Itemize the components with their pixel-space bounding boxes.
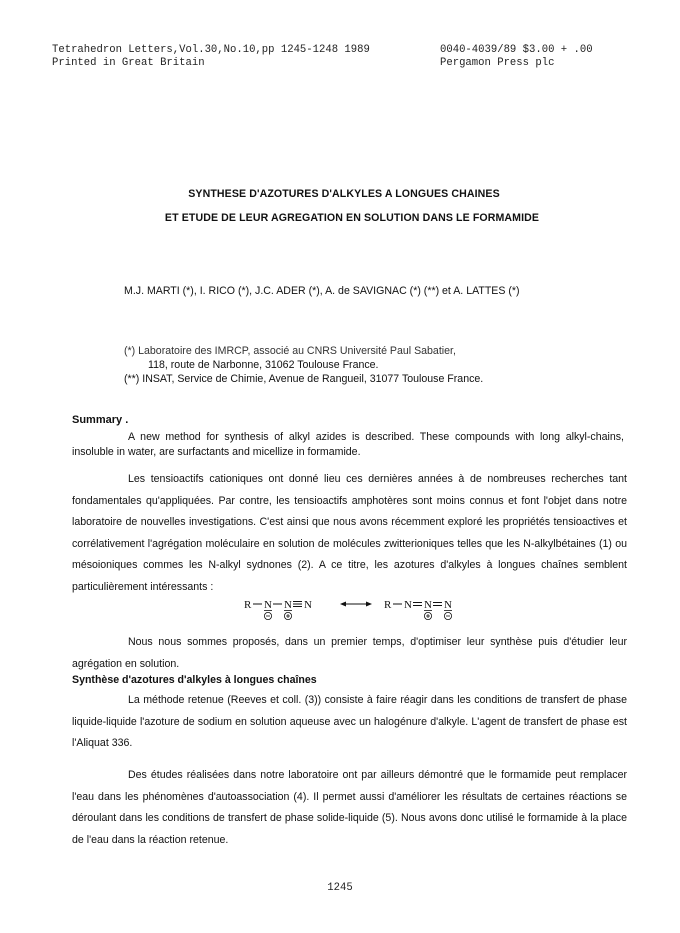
method-paragraph: La méthode retenue (Reeves et coll. (3)) consiste à faire réagir dans les conditions de transfert de phase liquide-liquide l'azoture de sodium en solution aqueuse avec un halogénure d'alkyle. L'agent de transfert de phase est l'Aliquat 336. [72,694,627,749]
aim-paragraph: Nous nous sommes proposés, dans un premier temps, d'optimiser leur synthèse puis d'étudier leur agrégation en solution. [72,636,627,670]
page-number: 1245 [327,882,353,894]
section-heading: Synthèse d'azotures d'alkyles à longues chaînes [72,674,317,686]
affiliation-line3: (**) INSAT, Service de Chimie, Avenue de Rangueil, 31077 Toulouse France. [124,373,484,385]
header-publisher: Pergamon Press plc [440,57,555,69]
formamide-paragraph: Des études réalisées dans notre laboratoire ont par ailleurs démontré que le formamide peut remplacer l'eau dans les phénomènes d'autoassociation (4). Il permet aussi d'améliorer les résultats de certaines réactions se déroulant dans les conditions de transfert de phase solide-liquide (5). Nous avons donc utilisé le formamide à la place de l'eau dans la réaction retenue. [72,769,627,846]
header-printed: Printed in Great Britain [52,57,205,69]
paper-title-line2: ET ETUDE DE LEUR AGREGATION EN SOLUTION DANS LE FORMAMIDE [164,212,540,224]
eq-right-r: R [384,599,392,611]
eq-left-n2: N [284,599,292,611]
journal-header-left [52,44,370,70]
author-list: M.J. MARTI (*), I. RICO (*), J.C. ADER (*), A. de SAVIGNAC (*) (**) et A. LATTES (*) [124,285,520,297]
eq-left-n3: N [304,599,312,611]
summary-heading: Summary . [72,414,129,426]
azide-resonance-equation [240,596,480,622]
eq-right-n3: N [444,599,452,611]
eq-right-n2: N [424,599,432,611]
eq-right-n1: N [404,599,412,611]
affiliation-line1: (*) Laboratoire des IMRCP, associé au CNRS Université Paul Sabatier, [124,345,456,357]
paper-title-line1: SYNTHESE D'AZOTURES D'ALKYLES A LONGUES CHAINES [188,188,500,200]
eq-left-n1: N [264,599,272,611]
equation-figure [240,596,480,622]
header-citation: Tetrahedron Letters,Vol.30,No.10,pp 1245-1248 1989 [52,44,370,56]
eq-left-r: R [244,599,252,611]
header-issn: 0040-4039/89 $3.00 + .00 [440,44,593,56]
intro-paragraph: Les tensioactifs cationiques ont donné lieu ces dernières années à de nombreuses recherches tant fondamentales qu'appliquées. Par contre, les tensioactifs amphotères sont moins connus et font l'objet dans notre laboratoire de nouvelles investigations. C'est ainsi que nous avons récemment exploré les propriétés tensioactives et corrélativement l'agrégation moléculaire en solution de molécules zwitterioniques telles que les N-alkylbétaines (1) ou mésoioniques commes les N-alkyl sydnones (2). A ce titre, les azotures d'alkyles à longues chaînes semblent particulièrement intéressants : [72,473,627,593]
affiliation-line2: 118, route de Narbonne, 31062 Toulouse France. [148,359,379,371]
summary-text: A new method for synthesis of alkyl azides is described. These compounds with long alkyl-chains, insoluble in water, are surfactants and micellize in formamide. [72,431,624,458]
journal-header-right [440,44,593,70]
